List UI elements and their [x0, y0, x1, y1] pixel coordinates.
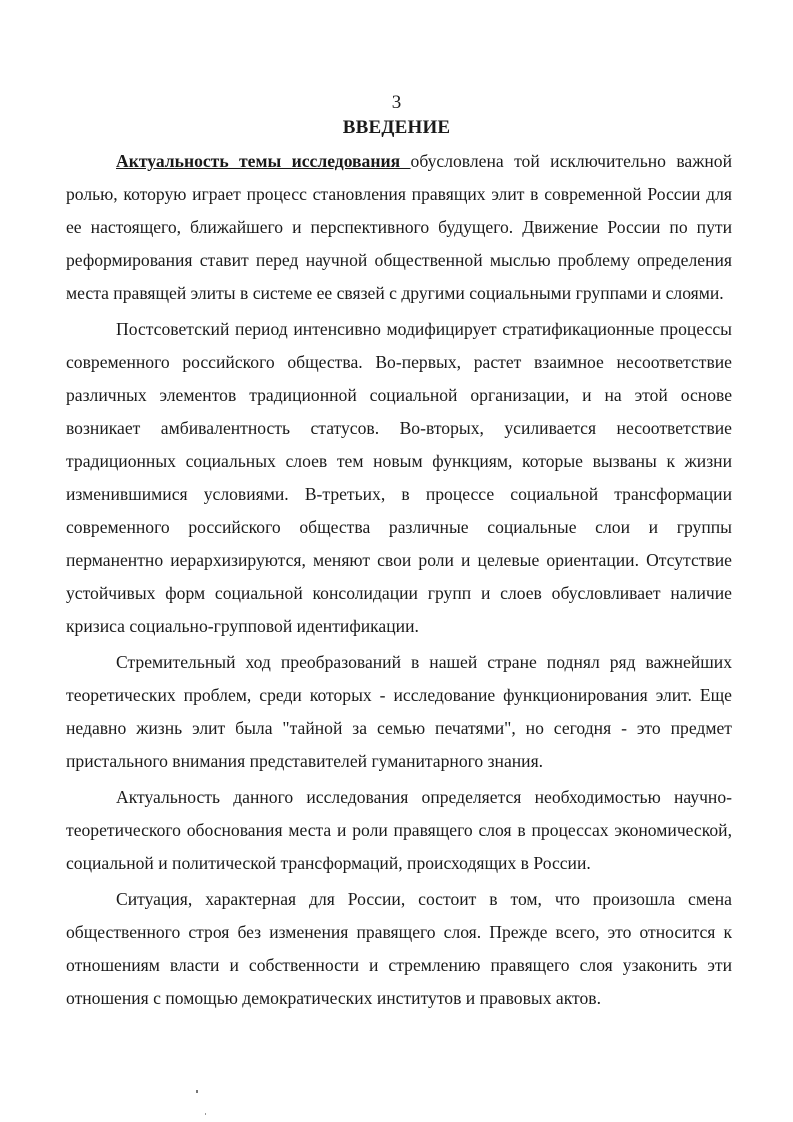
- paragraph-2: Постсоветский период интенсивно модифицирует стратификационные процессы современного российского общества. Во-первых, растет взаимное несоответствие различных элементов традиционной социальной организации, и на этой основе возникает амбивалентность статусов. Во-вторых, усиливается несоответствие традиционных социальных слоев тем новым функциям, которые вызваны к жизни изменившимися условиями. В-третьих, в процессе социальной трансформации современного российского общества различные социальные слои и группы перманентно иерархизируются, меняют свои роли и целевые ориентации. Отсутствие устойчивых форм социальной консолидации групп и слоев обусловливает наличие кризиса социально-групповой идентификации.: [66, 319, 732, 636]
- paragraph-4: Актуальность данного исследования определяется необходимостью научно-теоретического обоснования места и роли правящего слоя в процессах экономической, социальной и политической трансформаций, происходящих в России.: [66, 787, 732, 873]
- paragraph-5: Ситуация, характерная для России, состоит в том, что произошла смена общественного строя без изменения правящего слоя. Прежде всего, это относится к отношениям власти и собственности и стремлению правящего слоя узаконить эти отношения с помощью демократических институтов и правовых актов.: [66, 889, 732, 1008]
- paragraph-1-text: обусловлена той исключительно важной ролью, которую играет процесс становления правящих элит в современной России для ее настоящего, ближайшего и перспективного будущего. Движение России по пути реформирования ставит перед научной общественной мыслью проблему определения места правящей элиты в системе ее связей с другими социальными группами и слоями.: [66, 151, 732, 303]
- paragraph-1-lead: Актуальность темы исследования: [116, 151, 411, 171]
- scan-speck: [196, 1090, 198, 1093]
- paragraph-1: [66, 145, 732, 310]
- page-number: 3: [391, 92, 402, 113]
- body-text: [66, 145, 732, 1018]
- scan-speck: [205, 1113, 206, 1115]
- section-heading: ВВЕДЕНИЕ: [342, 117, 451, 138]
- paragraph-3: Стремительный ход преобразований в нашей стране поднял ряд важнейших теоретических проблем, среди которых - исследование функционирования элит. Еще недавно жизнь элит была "тайной за семью печатями", но сегодня - это предмет пристального внимания представителей гуманитарного знания.: [66, 652, 732, 771]
